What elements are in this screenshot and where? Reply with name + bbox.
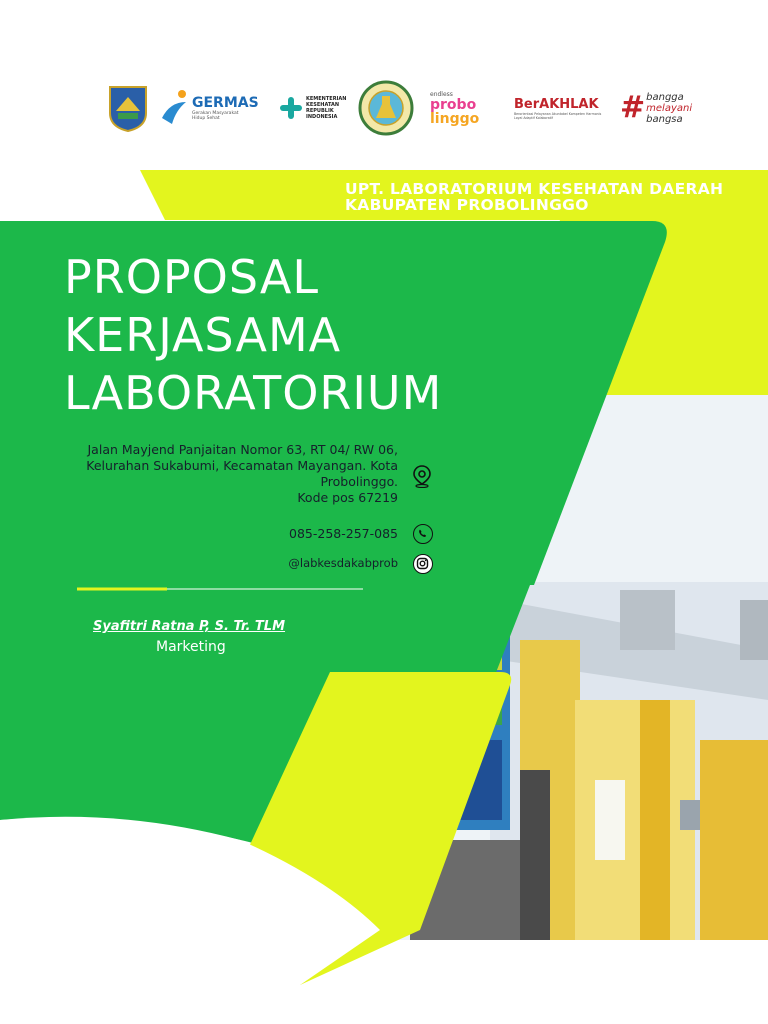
probolinggo-small-text: endless (430, 90, 453, 98)
instagram-handle[interactable]: @labkesdakabprob (288, 556, 398, 570)
berakhlak-subtext: Berorientasi Pelayanan Akuntabel Kompeten Harmonis Loyal Adaptif Kolaboratif (514, 111, 602, 120)
berakhlak-logo (514, 80, 614, 136)
person-name: Syafitri Ratna P, S. Tr. TLM (93, 619, 286, 634)
instagram-icon[interactable] (413, 554, 433, 574)
address-line-2: Kelurahan Sukabumi, Kecamatan Mayangan. Kota (86, 458, 398, 473)
org-name-line-1: UPT. LABORATORIUM KESEHATAN DAERAH (345, 180, 724, 198)
address-line-4: Kode pos 67219 (297, 490, 398, 505)
germas-logo (160, 80, 260, 136)
bangga-text-2: melayani (646, 102, 693, 114)
probolinggo-logo (430, 80, 500, 136)
berakhlak-text: BerAKHLAK (514, 96, 599, 112)
org-name-line-2: KABUPATEN PROBOLINGGO (345, 196, 589, 214)
kemenkes-logo (280, 80, 358, 136)
hashtag-icon: # (620, 90, 646, 125)
title-line-2: KERJASAMA (64, 308, 342, 362)
whatsapp-icon[interactable] (413, 524, 433, 544)
location-pin-icon (412, 464, 432, 492)
person-role: Marketing (156, 639, 226, 655)
regency-crest-logo (108, 80, 148, 136)
logo-row (100, 80, 700, 140)
address-line-3: Probolinggo. (320, 474, 398, 489)
probolinggo-text: probo (430, 96, 477, 113)
phone-number[interactable]: 085-258-257-085 (289, 526, 398, 541)
labkesda-seal-logo (358, 80, 414, 136)
germas-subtext: Gerakan Masyarakat Hidup Sehat (192, 111, 239, 121)
germas-text: GERMAS (192, 95, 259, 111)
bangga-text-1: bangga (646, 91, 684, 103)
title-line-1: PROPOSAL (64, 250, 320, 304)
title-line-3: LABORATORIUM (64, 366, 443, 420)
address-block (60, 442, 398, 506)
bangga-melayani-bangsa-logo (620, 80, 700, 136)
address-line-1: Jalan Mayjend Panjaitan Nomor 63, RT 04/ RW 06, (87, 442, 398, 457)
probolinggo-text-2: linggo (430, 110, 480, 127)
bangga-text-3: bangsa (646, 113, 683, 125)
kemenkes-text: KEMENTERIAN KESEHATAN REPUBLIK INDONESIA (306, 96, 347, 120)
